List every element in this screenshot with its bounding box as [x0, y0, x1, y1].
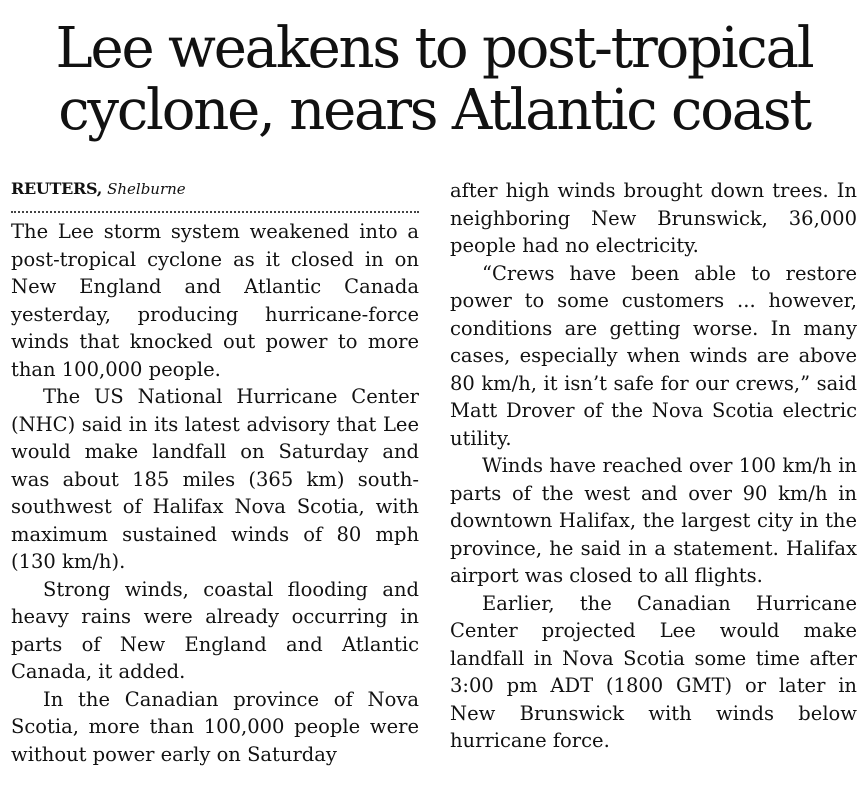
headline: Lee weakens to post-tropical cyclone, nears Atlantic coast: [55, 16, 813, 143]
left-column: [11, 177, 419, 768]
paragraph: The Lee storm system weakened into a post-tropical cyclone as it closed in on New England and Atlantic Canada yesterday, producing hurricane-force winds that knocked out power to more than 100,000 people.: [11, 220, 419, 381]
paragraph: Winds have reached over 100 km/h in parts of the west and over 90 km/h in downtown Halifax, the largest city in the province, he said in a statement. Halifax airport was closed to all flights.: [450, 454, 857, 587]
paragraph-continued: after high winds brought down trees. In neighboring New Brunswick, 36,000 people had no electricity.: [450, 179, 857, 257]
paragraph: “Crews have been able to restore power to some customers ... however, conditions are getting worse. In many cases, especially when winds are above 80 km/h, it isn’t safe for our crews,” said Matt Drover of the Nova Scotia electric utility.: [450, 261, 857, 450]
byline-place: Shelburne: [107, 180, 186, 198]
right-column: [450, 177, 857, 755]
paragraph: Strong winds, coastal flooding and heavy rains were already occurring in parts of New England and Atlantic Canada, it added.: [11, 577, 419, 683]
byline-agency: REUTERS,: [11, 179, 102, 198]
paragraph: The US National Hurricane Center (NHC) said in its latest advisory that Lee would make landfall on Saturday and was about 185 miles (365 km) south-southwest of Halifax Nova Scotia, with maximum sustained winds of 80 mph (130 km/h).: [11, 385, 419, 573]
paragraph: In the Canadian province of Nova Scotia, more than 100,000 people were without power early on Saturday: [11, 687, 419, 766]
byline-divider: [11, 211, 419, 213]
byline: [11, 177, 419, 203]
paragraph: Earlier, the Canadian Hurricane Center projected Lee would make landfall in Nova Scotia some time after 3:00 pm ADT (1800 GMT) or later in New Brunswick with winds below hurricane force.: [450, 591, 857, 752]
